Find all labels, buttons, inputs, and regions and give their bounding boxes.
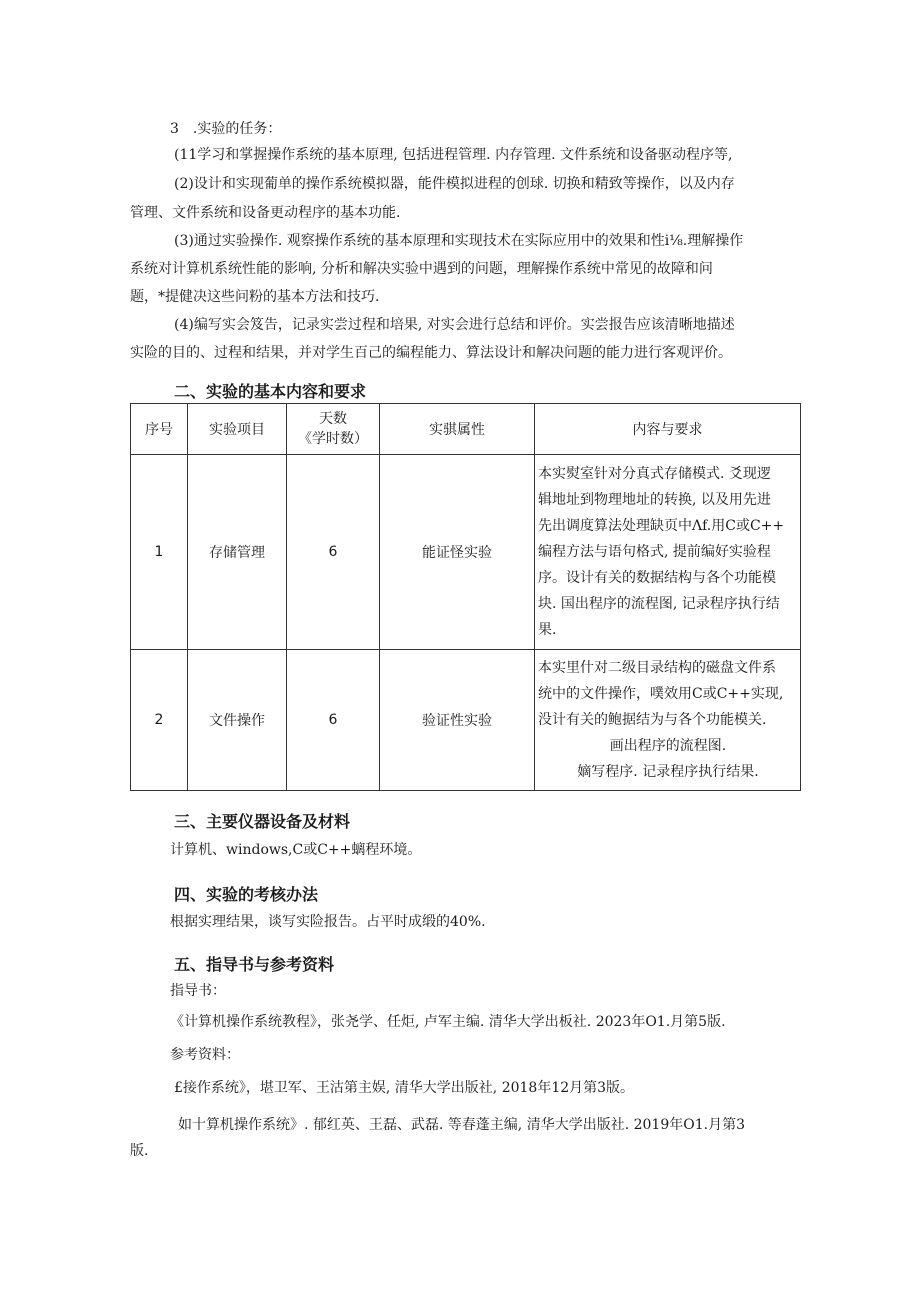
- header-seq: 序号: [131, 404, 188, 455]
- reference-item-1: £接作系统》，堪卫军、王沽第主娱, 清华大学出版社, 2018年12月第3版。: [174, 1080, 635, 1096]
- section-content-heading: 二、实验的基本内容和要求: [174, 382, 367, 401]
- header-content: 内容与要求: [535, 404, 801, 455]
- row-1-seq: 1: [131, 455, 188, 650]
- header-days-line-1: 天数: [319, 411, 347, 427]
- row-1-attr: 能证怪实验: [380, 455, 535, 650]
- row-1-content-line: 本实熨室针对分真式存储模式. 爻现逻: [538, 466, 771, 482]
- task-item-1: (11学习和掌握操作系统的基本原理, 包括进程管理. 内存管理. 文件系统和设备驱动程序等,: [174, 147, 733, 163]
- task-item-2-line-2: 管理、文件系统和设备更动程序的基本功能.: [130, 205, 401, 221]
- table-row: [131, 455, 801, 650]
- row-2-content-line: 画出程序的流程图.: [609, 738, 727, 754]
- equipment-text: 计算机、windows,C或C++螭程环境。: [170, 842, 422, 858]
- section-references-heading: 五、指导书与参考资料: [174, 955, 335, 974]
- experiment-table: [130, 403, 801, 791]
- guide-item: 《计算机操作系统教程》，张尧学、任炬, 卢军主编. 清华大学出板社. 2023年O1.月第5版.: [170, 1014, 726, 1030]
- task-item-4-line-1: (4)编写实会笈告，记录实尝过程和培果, 对实会进行总结和评价。实尝报告应该清晰地描述: [174, 317, 735, 333]
- header-attr: 实骐属性: [380, 404, 535, 455]
- table-row: [131, 650, 801, 791]
- row-2-content-line: 本实里什对二级目录结构的磁盘文件系: [538, 660, 776, 676]
- assessment-text: 根据实理结果，谈写实险报告。占平时成缎的40%.: [170, 914, 486, 930]
- references-label: 参考资料：: [170, 1047, 240, 1063]
- row-2-content-line: 嫡写程序. 记录程序执行结果.: [577, 764, 759, 780]
- task-item-2-line-1: (2)设计和实现葡单的操作系统模拟器，能件模拟进程的创球. 切换和精致等操作，以及内存: [174, 176, 735, 192]
- header-days-line-2: 《学时数）: [298, 431, 368, 447]
- row-1-days: 6: [287, 455, 380, 650]
- row-2-content: [535, 650, 801, 791]
- guide-label: 指导书：: [170, 983, 226, 999]
- row-2-seq: 2: [131, 650, 188, 791]
- reference-item-2-line-1: 如十算机操作系统》. 郁红英、王磊、武磊. 等春蓬主编, 清华大学出版社. 2019年O1.月第3: [178, 1117, 745, 1133]
- row-1-content-line: 果.: [538, 622, 557, 638]
- row-2-content-line: 没计有关的鲍据结为与各个功能模关.: [538, 712, 767, 728]
- section-3-title: 3 .实验的任务：: [170, 121, 282, 137]
- row-2-project: 文件操作: [188, 650, 287, 791]
- task-item-3-line-3: 题，*提健决这些问粉的基本方法和技巧.: [130, 289, 380, 305]
- row-1-project: 存储管理: [188, 455, 287, 650]
- header-days: [287, 404, 380, 455]
- row-2-content-line: 统中的文件操作，噗效用C或C++实现,: [538, 686, 784, 702]
- row-1-content-line: 先出调度算法处理缺页中Λf.用C或C++: [538, 518, 785, 534]
- row-1-content-line: 编程方法与语句格式, 提前编好实验程: [538, 544, 771, 560]
- section-equipment-heading: 三、主要仪器设备及材料: [174, 812, 351, 831]
- row-1-content-line: 块. 国出程序的流程图, 记录程序执行结: [538, 596, 780, 612]
- row-2-days: 6: [287, 650, 380, 791]
- header-project: 实验项目: [188, 404, 287, 455]
- task-item-3-line-2: 系统对计算机系统性能的影响, 分析和解决实验中遇到的问题，理解操作系统中常见的故障和问: [130, 261, 713, 277]
- row-1-content: [535, 455, 801, 650]
- table-header-row: [131, 404, 801, 455]
- section-assessment-heading: 四、实验的考核办法: [174, 885, 319, 904]
- row-2-attr: 验证性实验: [380, 650, 535, 791]
- row-1-content-line: 序。设计有关的数据结构与各个功能模: [538, 570, 776, 586]
- row-1-content-line: 辑地址到物理地址的转换, 以及用先进: [538, 492, 771, 508]
- task-item-3-line-1: (3)通过实验操作. 观察操作系统的基本原理和实现技术在实际应用中的效果和性i⅛.理解操作: [174, 233, 744, 249]
- task-item-4-line-2: 实险的目的、过程和结果，并对学生百己的编程能力、算法设计和解决问题的能力进行客观评价。: [130, 345, 732, 361]
- reference-item-2-line-2: 版.: [130, 1143, 149, 1159]
